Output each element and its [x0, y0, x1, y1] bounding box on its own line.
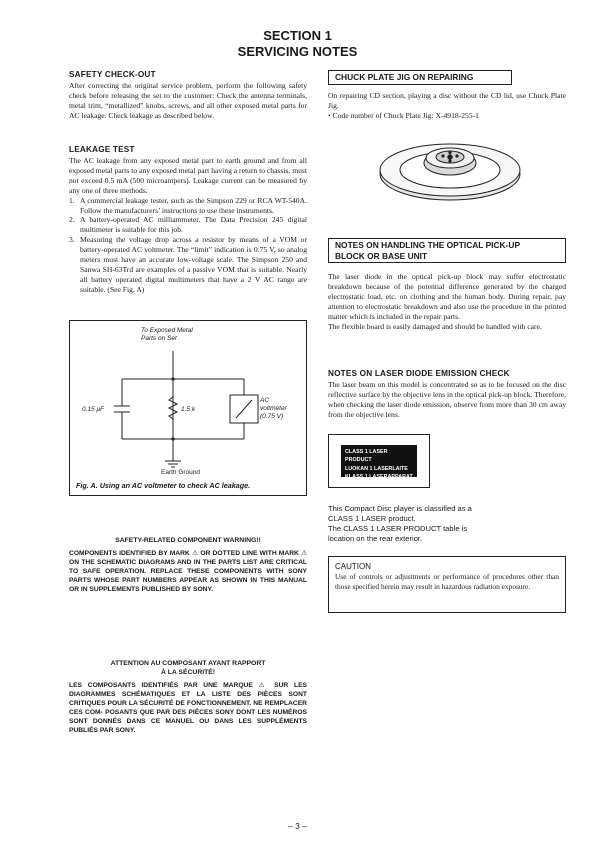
laser-check-heading: NOTES ON LASER DIODE EMISSION CHECK [328, 369, 510, 378]
figure-a-caption: Fig. A. Using an AC voltmeter to check AC leakage. [76, 481, 251, 490]
optical-pickup-heading-box [328, 238, 566, 263]
section-number: SECTION 1 [263, 28, 332, 43]
optical-pickup-heading-2: BLOCK OR BASE UNIT [335, 250, 428, 261]
caution-title: CAUTION [335, 562, 371, 571]
leakage-test-body [69, 156, 307, 295]
earth-ground-label: Earth Ground [161, 469, 201, 476]
laser-label-line-3: KLASS 1 LASERAPPARAT [345, 474, 413, 481]
item-text: Measuring the voltage drop across a resistor by means of a VOM or battery-operated AC voltmeter. The “limit” indication is 0.75 V, so analog meters must have an accurate low-voltage scale. The Simpson 250 and Sanwa SH-63Trd are examples of a passive VOM that is suitable. Nearly all battery operated digital multimeters that have a 2 V AC range are suitable. (See Fig. A) [80, 235, 307, 294]
page-title: SERVICING NOTES [237, 44, 358, 59]
laser-check-body [328, 380, 566, 420]
optical-pickup-body [328, 272, 566, 331]
laser-label-line-2: LUOKAN 1 LASERLAITE [345, 465, 408, 472]
leakage-test-heading: LEAKAGE TEST [69, 145, 135, 154]
optical-pickup-text-2: The flexible board is easily damaged and should be handled with care. [328, 321, 542, 331]
voltmeter-label-1: AC [260, 397, 270, 404]
item-number: 3. [69, 235, 75, 245]
list-item [69, 215, 307, 235]
chuck-plate-body [328, 91, 566, 121]
item-number: 2. [69, 215, 75, 225]
class-1-laser-label [341, 445, 417, 481]
laser-label-frame [328, 434, 430, 488]
leakage-methods-list [69, 196, 307, 295]
figure-a-box [69, 320, 307, 496]
optical-pickup-heading-1: NOTES ON HANDLING THE OPTICAL PICK-UP [335, 240, 521, 250]
warning-fr-text: LES COMPOSANTS IDENTIFIÉS PAR UNE MARQUE ⚠ SUR LES DIAGRAMMES SCHÉMATIQUES ET LA LISTE DES PIÈCES SONT CRITIQUES POUR LA SÉCURITÉ DE FONCTIONNEMENT. NE REMPLACER CES COM- POSANTS QUE PAR DES PIÈCES SONY DONT LES NUMÉROS SONT DONNÉS DANS CE MANUEL OU DANS LES SUPPLÉMENTS PUBLIÉS PAR SONY. [69, 682, 307, 734]
item-text: A commercial leakage tester, such as the Simpson 229 or RCA WT-540A. Follow the manufacturers’ instructions to use these instruments. [80, 195, 307, 215]
warning-fr-title-1: ATTENTION AU COMPOSANT AYANT RAPPORT [110, 660, 266, 667]
class-note-line-3: The CLASS 1 LASER PRODUCT table is [328, 524, 468, 533]
safety-checkout-paragraph: After correcting the original service problem, perform the following safety check before releasing the set to the customer: Check the antenna terminals, metal trim, “metallized” knobs, screws, and all other exposed metal parts for AC leakage. Check leakage as described below. [69, 81, 307, 120]
list-item [69, 196, 307, 216]
voltmeter-label-3: (0.75 V) [260, 413, 284, 420]
class-note-line-4: location on the rear exterior. [328, 534, 423, 543]
class-note-line-2: CLASS 1 LASER product. [328, 514, 416, 523]
item-text: A battery-operated AC milliammeter. The Data Precision 245 digital multimeter is suitable for this job. [80, 215, 307, 235]
chuck-plate-text: On repairing CD section, playing a disc without the CD lid, use Chuck Plate Jig. [328, 91, 566, 110]
parts-on-set-label: Parts on Set [141, 335, 177, 342]
class-note [328, 504, 566, 544]
exposed-metal-label: To Exposed Metal [141, 327, 193, 334]
chuck-plate-heading: CHUCK PLATE JIG ON REPAIRING [328, 70, 512, 85]
list-item [69, 235, 307, 294]
warning-en-title: SAFETY-RELATED COMPONENT WARNING!! [115, 537, 261, 544]
laser-label-line-1: CLASS 1 LASER PRODUCT [345, 449, 388, 464]
voltmeter-label-2: voltmeter [260, 405, 287, 412]
safety-checkout-text [69, 81, 307, 121]
chuck-plate-jig-illustration [375, 128, 525, 208]
item-number: 1. [69, 195, 75, 205]
caution-box [328, 556, 566, 613]
class-note-line-1: This Compact Disc player is classified as a [328, 504, 472, 513]
caution-text: Use of controls or adjustments or performance of procedures other than those specified herein may result in hazardous radiation exposure. [335, 572, 559, 591]
chuck-plate-code: • Code number of Chuck Plate Jig: X-4918-255-1 [328, 110, 479, 120]
warning-en-text: COMPONENTS IDENTIFIED BY MARK ⚠ OR DOTTED LINE WITH MARK ⚠ ON THE SCHEMATIC DIAGRAMS AND IN THE PARTS LIST ARE CRITICAL TO SAFE OPERATION. REPLACE THESE COMPONENTS WITH SONY PARTS WHOSE PART NUMBERS APPEAR AS SHOWN IN THIS MANUAL OR IN SUPPLEMENTS PUBLISHED BY SONY. [69, 550, 307, 593]
laser-check-text: The laser beam on this model is concentrated so as to be focused on the disc reflective surface by the objective lens in the optical pick-up block. Therefore, when checking the laser diode emission, observe from more than 30 cm away from the objective lens. [328, 380, 566, 419]
safety-checkout-heading: SAFETY CHECK-OUT [69, 70, 156, 79]
page-number: – 3 – [288, 821, 307, 831]
leakage-test-intro: The AC leakage from any exposed metal part to earth ground and from all exposed metal parts to any exposed metal part having a return to chassis, must not exceed 0.5 mA (500 microampers). Leakage current can be measured by any one of three methods. [69, 156, 307, 195]
warning-fr-title-2: À LA SÉCURITÉ! [160, 669, 216, 676]
optical-pickup-text: The laser diode in the optical pick-up block may suffer electrostatic breakdown because of the potential difference generated by the charged electrostatic load, etc. on clothing and the human body. During repair, pay attention to electrostatic breakdown and also use the procedure in the printed matter which is included in the repair parts. [328, 272, 566, 321]
capacitor-label: 0.15 μF [82, 406, 104, 413]
resistor-label: 1.5 k [181, 406, 196, 413]
